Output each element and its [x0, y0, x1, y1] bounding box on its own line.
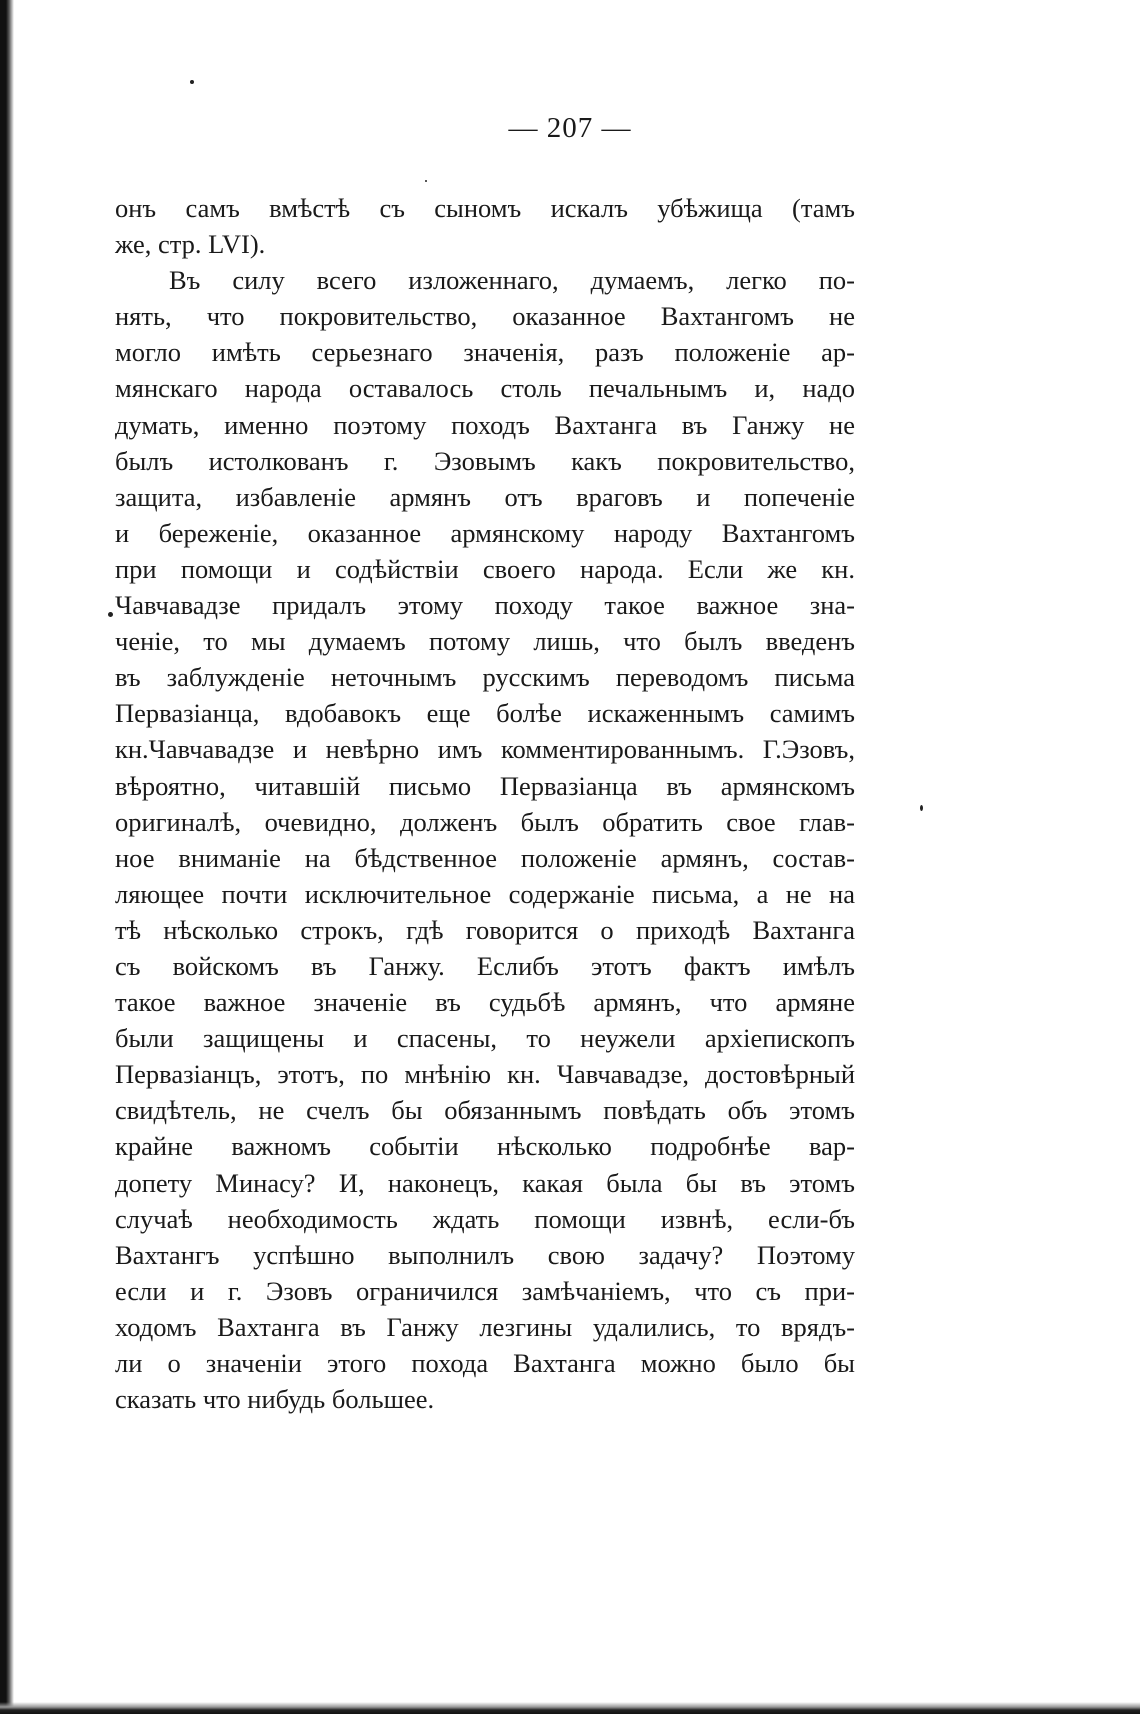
text-line: защита, избавленіе армянъ отъ враговъ и попеченіе	[115, 481, 855, 512]
text-line: ли о значеніи этого похода Вахтанга можно было бы	[115, 1348, 855, 1378]
ink-speck	[425, 180, 427, 182]
text-line: были защищены и спасены, то неужели архіепископъ	[115, 1023, 855, 1054]
text-line: Первазіанца, вдобавокъ еще болѣе искаженнымъ самимъ	[115, 698, 855, 729]
text-line: Чавчавадзе придалъ этому походу такое важное зна-	[115, 590, 855, 621]
text-line: же, стр. LVI).	[115, 229, 266, 260]
text-line: вѣроятно, читавшій письмо Первазіанца въ армянскомъ	[115, 770, 855, 801]
ink-speck	[190, 80, 194, 84]
text-line: ное вниманіе на бѣдственное положеніе армянъ, состав-	[115, 842, 855, 873]
text-line: такое важное значеніе въ судьбѣ армянъ, что армяне	[115, 987, 855, 1018]
text-line: съ войскомъ въ Ганжу. Еслибъ этотъ фактъ имѣлъ	[115, 950, 855, 981]
text-line: допету Минасу? И, наконецъ, какая была бы въ этомъ	[115, 1167, 855, 1198]
text-line: тѣ нѣсколько строкъ, гдѣ говорится о приходѣ Вахтанга	[115, 914, 855, 945]
text-line: думать, именно поэтому походъ Вахтанга въ Ганжу не	[115, 409, 855, 440]
text-line: если и г. Эзовъ ограничился замѣчаніемъ, что съ при-	[115, 1275, 855, 1306]
text-line: мянскаго народа оставалось столь печальнымъ и, надо	[115, 373, 855, 404]
text-line: онъ самъ вмѣстѣ съ сыномъ искалъ убѣжища (тамъ	[115, 193, 855, 223]
text-line: случаѣ необходимость ждать помощи извнѣ, если-бъ	[115, 1203, 855, 1234]
text-line: оригиналѣ, очевидно, долженъ былъ обратить свое глав-	[115, 806, 855, 837]
text-line: Вахтангъ успѣшно выполнилъ свою задачу? Поэтому	[115, 1239, 855, 1270]
text-line: Первазіанцъ, этотъ, по мнѣнію кн. Чавчавадзе, достовѣрный	[115, 1059, 855, 1090]
text-line: въ заблужденіе неточнымъ русскимъ переводомъ письма	[115, 662, 855, 693]
text-line: при помощи и содѣйствіи своего народа. Если же кн.	[115, 553, 855, 584]
page-number: — 207 —	[508, 112, 632, 144]
binding-edge-shadow	[0, 0, 14, 1714]
text-line: свидѣтель, не счелъ бы обязаннымъ повѣдать объ этомъ	[115, 1095, 855, 1126]
text-line: ченіе, то мы думаемъ потому лишь, что былъ введенъ	[115, 626, 855, 657]
ink-speck	[108, 612, 113, 617]
text-line: Въ силу всего изложеннаго, думаемъ, легко по-	[169, 265, 855, 296]
body-text	[115, 190, 855, 1417]
bottom-edge-shadow	[0, 1702, 1140, 1714]
text-line: сказать что нибудь большее.	[115, 1384, 435, 1415]
text-line: ходомъ Вахтанга въ Ганжу лезгины удалились, то врядъ-	[115, 1311, 855, 1342]
text-line: и береженіе, оказанное армянскому народу Вахтангомъ	[115, 517, 855, 548]
text-line: кн.Чавчавадзе и невѣрно имъ комментированнымъ. Г.Эзовъ,	[115, 734, 855, 765]
text-line: крайне важномъ событіи нѣсколько подробнѣе вар-	[115, 1131, 855, 1162]
text-line: ляющее почти исключительное содержаніе письма, а не на	[115, 878, 855, 909]
text-line: нять, что покровительство, оказанное Вахтангомъ не	[115, 301, 855, 332]
text-line: былъ истолкованъ г. Эзовымъ какъ покровительство,	[115, 445, 855, 476]
ink-speck	[920, 805, 923, 811]
text-line: могло имѣть серьезнаго значенія, разъ положеніе ар-	[115, 337, 855, 368]
